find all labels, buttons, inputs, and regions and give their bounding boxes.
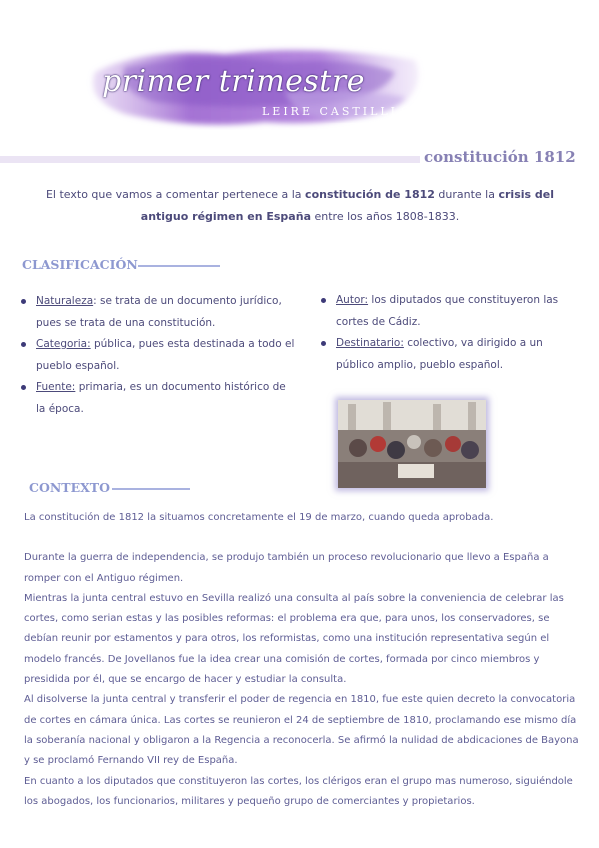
context-paragraph: Durante la guerra de independencia, se produjo también un proceso revolucionario que llevo a España a romper con el Antiguo régimen.	[24, 552, 549, 584]
classification-right-column	[320, 290, 578, 376]
item-term: Autor:	[336, 294, 369, 306]
item-text: pública, pues esta destinada a todo el pueblo español.	[36, 338, 295, 372]
section-underline	[138, 265, 220, 267]
context-paragraph: Mientras la junta central estuvo en Sevilla realizó una consulta al país sobre la conveniencia de celebrar las cortes, como serian estas y las posibles reformas: el problema era que, para unos, los conservadores, se debían reunir por estamentos y para otros, los reformistas, como una institución representativa según el modelo francés. De Jovellanos fue la idea crear una comisión de cortes, formada por cinco miembros y presidida por él, que se encargo de hacer y estudiar la consulta.	[24, 592, 564, 686]
item-text: primaria, es un documento histórico de la época.	[36, 381, 286, 415]
section-heading-clasificacion: CLASIFICACIÓN	[22, 257, 138, 272]
banner-title: primer trimestre	[102, 64, 365, 99]
intro-bold: constitución de 1812	[305, 188, 435, 201]
cortes-painting-image	[338, 400, 486, 488]
page-title: constitución 1812	[424, 148, 576, 166]
item-term: Naturaleza	[36, 295, 94, 307]
list-item	[320, 290, 578, 333]
painting-illustration	[338, 400, 486, 488]
item-term: Categoria:	[36, 338, 91, 350]
item-term: Fuente:	[36, 381, 76, 393]
intro-text: entre los años 1808-1833.	[311, 210, 460, 223]
context-body	[24, 508, 584, 812]
intro-bold: crisis del antiguo régimen en España	[140, 188, 554, 223]
section-underline	[112, 488, 190, 490]
list-item	[20, 377, 298, 420]
item-term: Destinatario:	[336, 337, 404, 349]
list-item	[20, 334, 298, 377]
context-paragraph: En cuanto a los diputados que constituyeron las cortes, los clérigos eran el grupo mas numeroso, siguiéndole los abogados, los funcionarios, militares y pequeño grupo de comerciantes y propietarios.	[24, 775, 573, 807]
item-text: colectivo, va dirigido a un público amplio, pueblo español.	[336, 337, 543, 371]
item-text: : se trata de un documento jurídico, pues se trata de una constitución.	[36, 295, 282, 329]
item-text: los diputados que constituyeron las cortes de Cádiz.	[336, 294, 559, 328]
context-paragraph: Al disolverse la junta central y transferir el poder de regencia en 1810, fue este quien decreto la convocatoria de cortes en cámara única. Las cortes se reunieron el 24 de septiembre de 1810, proclamando ese mismo día la soberanía nacional y obligaron a la Regencia a reconocerla. Se afirmó la nulidad de abdicaciones de Bayona y se proclamó Fernando VII rey de España.	[24, 694, 579, 767]
intro-text: durante la	[434, 188, 499, 201]
header-divider	[0, 156, 420, 163]
paragraph-gap	[24, 528, 584, 548]
classification-left-column	[20, 291, 298, 420]
list-item	[20, 291, 298, 334]
banner-subtitle: LEIRE CASTILLLO	[262, 105, 413, 118]
intro-paragraph	[40, 184, 560, 228]
context-paragraph: La constitución de 1812 la situamos concretamente el 19 de marzo, cuando queda aprobada.	[24, 512, 494, 523]
intro-text: El texto que vamos a comentar pertenece a la	[45, 188, 306, 201]
list-item	[320, 333, 578, 376]
section-heading-contexto: CONTEXTO	[29, 480, 110, 495]
